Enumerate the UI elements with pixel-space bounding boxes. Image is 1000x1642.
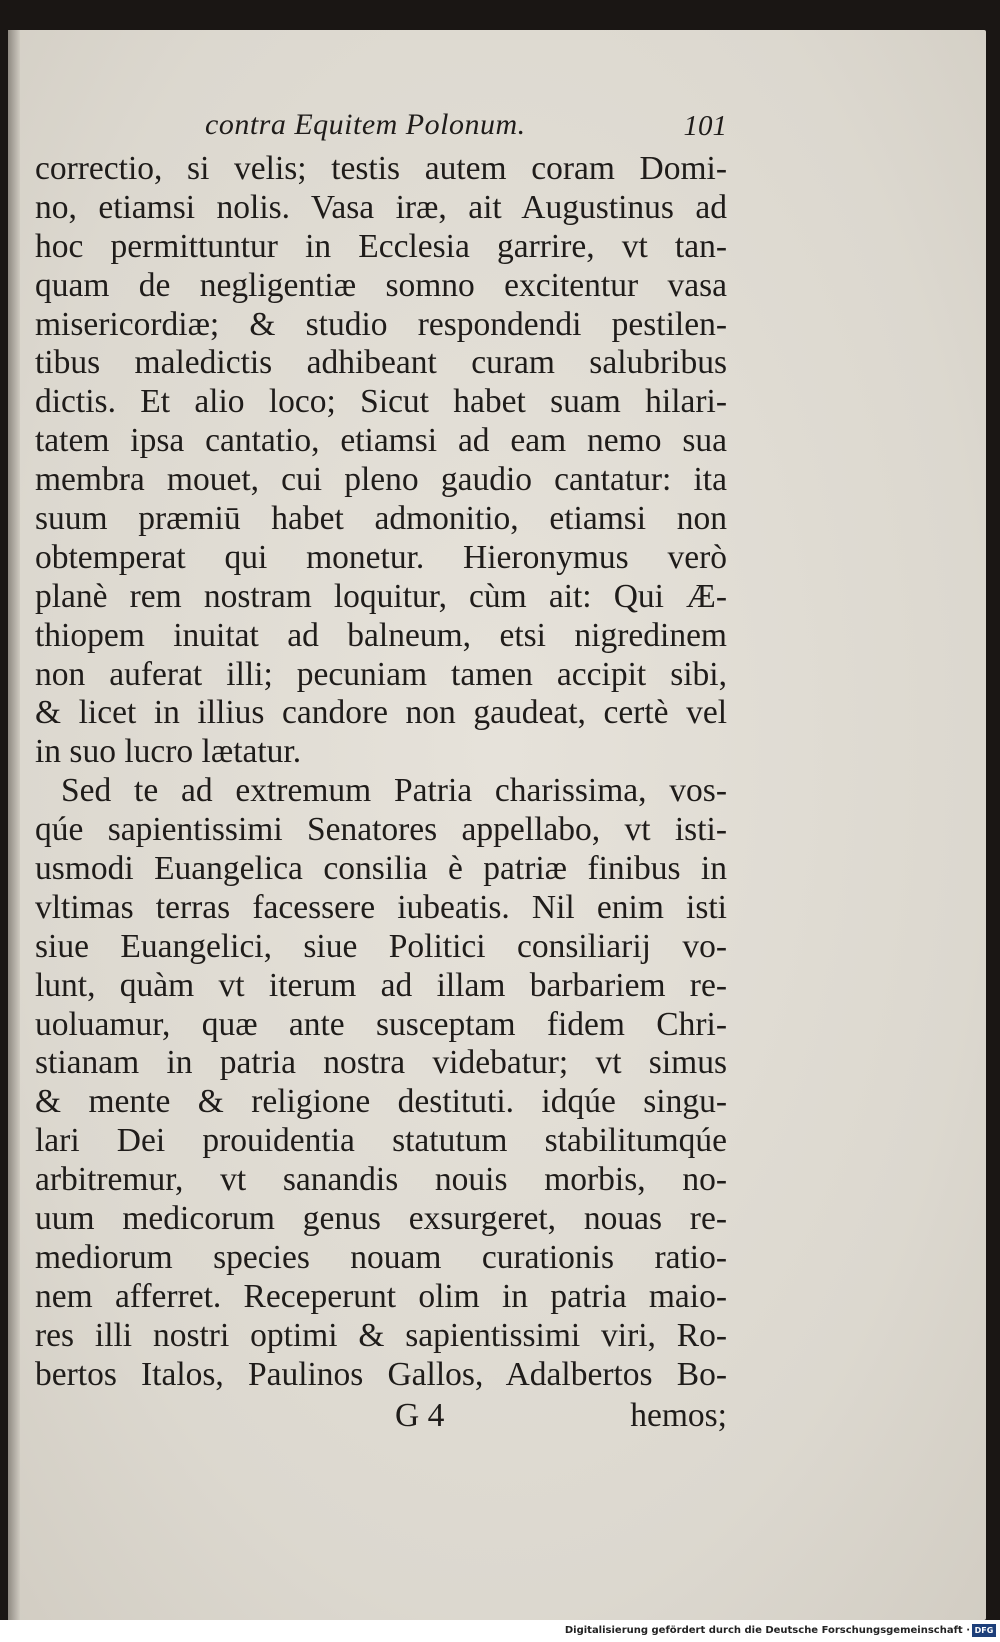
- page-gutter-shadow: [8, 30, 20, 1620]
- text-line: dictis. Et alio loco; Sicut habet suam hilari-: [35, 383, 727, 421]
- text-line: no, etiamsi nolis. Vasa iræ, ait Augustinus ad: [35, 188, 727, 226]
- text-line: usmodi Euangelica consilia è patriæ finibus in: [35, 850, 727, 888]
- text-line: uum medicorum genus exsurgeret, nouas re-: [35, 1200, 727, 1238]
- text-line: uoluamur, quæ ante susceptam fidem Chri-: [35, 1005, 727, 1043]
- page-number: 101: [683, 110, 727, 142]
- text-line: membra mouet, cui pleno gaudio cantatur: ita: [35, 461, 727, 499]
- text-line: tibus maledictis adhibeant curam salubribus: [35, 344, 727, 382]
- text-line: mediorum species nouam curationis ratio-: [35, 1238, 727, 1276]
- running-title: contra Equitem Polonum.: [205, 108, 526, 141]
- catchword: hemos;: [630, 1396, 727, 1434]
- digitization-credit: Digitalisierung gefördert durch die Deutsche Forschungsgemeinschaft ·: [564, 1625, 970, 1636]
- text-line: nem afferret. Receperunt olim in patria maio-: [35, 1277, 727, 1315]
- text-line: lari Dei prouidentia statutum stabilitumqúe: [35, 1122, 727, 1160]
- text-line: & licet in illius candore non gaudeat, certè vel: [35, 694, 727, 732]
- text-block: [35, 98, 727, 1437]
- body-text: [35, 150, 727, 1395]
- text-line: bertos Italos, Paulinos Gallos, Adalbertos Bo-: [35, 1355, 727, 1393]
- text-line: & mente & religione destituti. idqúe singu-: [35, 1083, 727, 1121]
- paragraph-end-line: in suo lucro lætatur.: [35, 733, 302, 771]
- running-head: [35, 98, 727, 150]
- text-line: obtemperat qui monetur. Hieronymus verò: [35, 538, 727, 576]
- text-line: tatem ipsa cantatio, etiamsi ad eam nemo sua: [35, 422, 727, 460]
- text-line: stianam in patria nostra videbatur; vt simus: [35, 1044, 727, 1082]
- text-line: arbitremur, vt sanandis nouis morbis, no-: [35, 1161, 727, 1199]
- text-line: res illi nostri optimi & sapientissimi viri, Ro-: [35, 1316, 727, 1354]
- text-line: quam de negligentiæ somno excitentur vasa: [35, 266, 727, 304]
- text-line: misericordiæ; & studio respondendi pestilen-: [35, 305, 727, 343]
- text-line: qúe sapientissimi Senatores appellabo, vt isti-: [35, 811, 727, 849]
- text-line: correctio, si velis; testis autem coram Domi-: [35, 150, 727, 187]
- text-line: hoc permittuntur in Ecclesia garrire, vt tan-: [35, 227, 727, 265]
- dfg-logo: DFG: [972, 1624, 996, 1637]
- text-line: suum præmiū habet admonitio, etiamsi non: [35, 500, 727, 538]
- text-line: siue Euangelici, siue Politici consiliarij vo-: [35, 927, 727, 965]
- paragraph-start-line: Sed te ad extremum Patria charissima, vos-: [61, 772, 727, 810]
- signature-mark: G 4: [395, 1396, 445, 1434]
- text-line: vltimas terras facessere iubeatis. Nil enim isti: [35, 888, 727, 926]
- text-line: planè rem nostram loquitur, cùm ait: Qui Æ-: [35, 577, 727, 615]
- text-line: non auferat illi; pecuniam tamen accipit sibi,: [35, 655, 727, 693]
- text-line: thiopem inuitat ad balneum, etsi nigredinem: [35, 616, 727, 654]
- catchline: [35, 1397, 727, 1437]
- text-line: lunt, quàm vt iterum ad illam barbariem re-: [35, 966, 727, 1004]
